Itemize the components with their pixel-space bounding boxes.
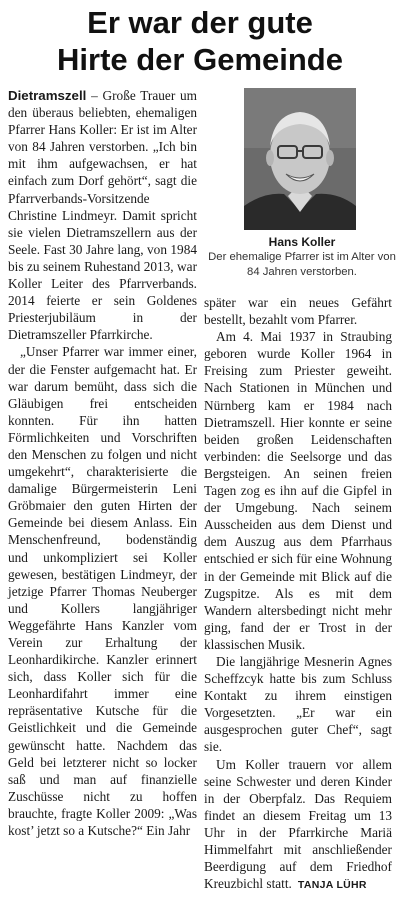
photo-caption-text: Der ehemalige Pfarrer ist im Alter von 84 Jahren verstorben.	[208, 251, 396, 278]
photo-caption-name: Hans Koller	[268, 235, 336, 249]
article-headline	[0, 4, 400, 78]
continuation-paragraph: später war ein neues Gefährt bestellt, bezahlt vom Pfarrer.	[204, 295, 392, 328]
dateline: Dietramszell	[8, 88, 87, 103]
headline-line-1: Er war der gute	[87, 5, 313, 40]
headline-line-2: Hirte der Gemeinde	[57, 42, 343, 77]
lead-paragraph	[8, 87, 197, 343]
portrait-image	[244, 88, 356, 230]
paragraph-requiem	[204, 756, 392, 895]
portrait-photo	[244, 88, 356, 230]
paragraph-mesnerin: Die langjährige Mesnerin Agnes Scheffzcyk hatte bis zum Schluss Kontakt zu ihrem einstigen Vorgesetzten. „Er war ein ausgesprochen guter Chef“, sagt sie.	[204, 653, 392, 755]
paragraph-quote: „Unser Pfarrer war immer einer, der die Fenster aufgemacht hat. Er war darum bemüht, dass sich die Gläubigen frei entscheiden konnten. Für ihn hatten Förmlichkeiten und Vorschriften den Menschen zu folgen und nicht umgekehrt“, charakterisierte die damalige Bürgermeisterin Leni Gröbmaier den guten Hirten der Gemeinde bei diesem Anlass. Ein Menschenfreund, bodenständig und unkompliziert sei Koller gewesen, bestätigen Lindmeyr, der jetzige Pfarrer Thomas Neuberger und Kollers langjähriger Weggefährte Hans Kanzler vom Verein zur Erhaltung der Leonhardikirche. Kanzler erinnert sich, dass Koller sich für die Leonhardifahrt immer eine repräsentative Kutsche für die Geistlichkeit und die Gemeinde gewünscht hatte. Nachdem das Geld bei letzterer nicht so locker saß und man auf finanzielle Zuschüsse nicht zu hoffen brauchte, fragte Koller 2009: „Was kost’ jetzt so a Kutsche?“ Ein Jahr	[8, 344, 197, 839]
article-column-right	[204, 294, 392, 894]
author-byline: TANJA LÜHR	[297, 879, 367, 892]
article-column-left	[8, 87, 197, 839]
lead-text: – Große Trauer um den überaus beliebten, ehemaligen Pfarrer Hans Koller: Er ist im Alter von 84 Jahren verstorben. „Ich bin mit ihm aufgewachsen, er hat einfach zum Dorf gehört“, sagt die Pfarrverbands-Vorsitzende Christine Lindmeyr. Damit spricht sie vielen Dietramszellern aus der Seele. Fast 30 Jahre lang, von 1984 bis zu seinem Ruhestand 2013, war Koller Leiter des Pfarrverbands. 2014 feierte er sein Goldenes Priesterjubiläum in der Dietramszeller Pfarrkirche.	[8, 88, 197, 343]
paragraph-biography: Am 4. Mai 1937 in Straubing geboren wurde Koller 1964 in Freising zum Priester geweiht. Nach Stationen in München und Nürnberg kam er 1984 nach Dietramszell. Hier konnte er seine beiden großen Leidenschaften verbinden: die Seelsorge und das Bergsteigen. An seinen freien Tagen zog es ihn auf die Gipfel in der Umgebung. Nach seinem Ausscheiden aus dem Dienst und dem Auszug aus dem Pfarrhaus entschied er sich für eine Wohnung in der Gemeinde mit Blick auf die Zugspitze. Als es mit dem Wandern altersbedingt nicht mehr ging, fand der er Trost in der klassischen Musik.	[204, 329, 392, 652]
requiem-text: Um Koller trauern vor allem seine Schwester und deren Kinder in der Oberpfalz. Das Requiem findet an diesem Freitag um 13 Uhr in der Pfarrkirche Mariä Himmelfahrt mit anschließender Beerdigung auf dem Friedhof Kreuzbichl statt.	[204, 756, 392, 892]
